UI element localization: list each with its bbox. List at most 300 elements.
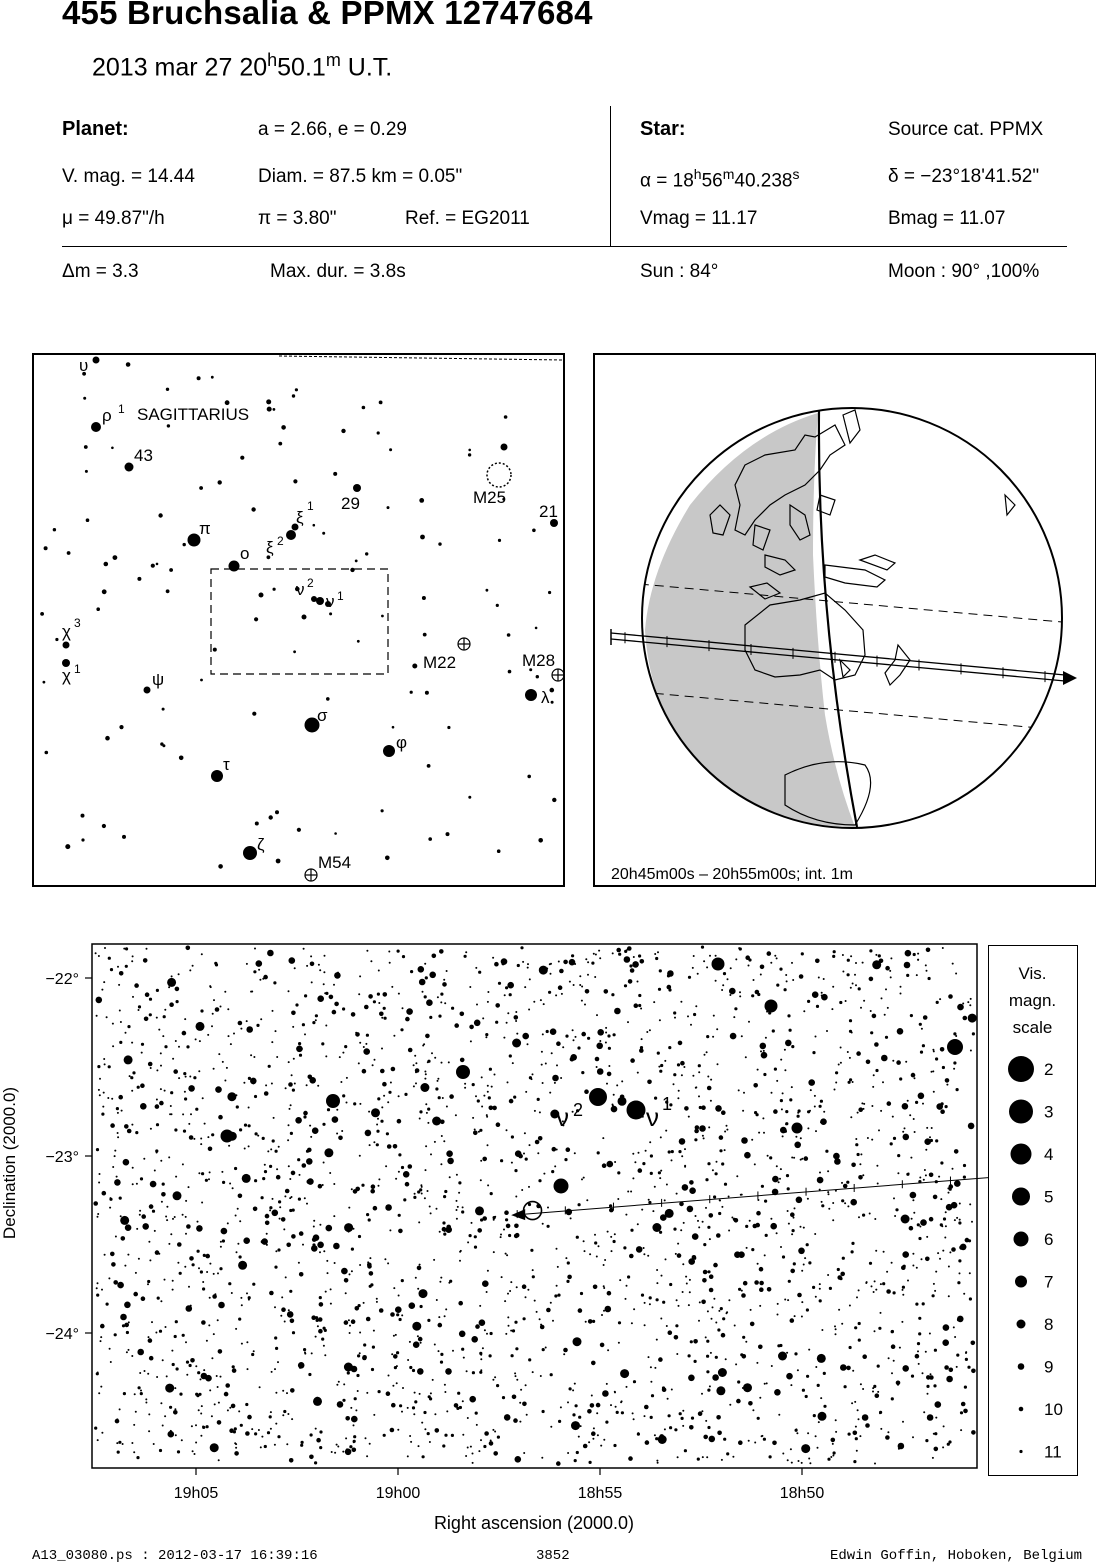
field-star	[817, 1177, 824, 1184]
field-star	[944, 1237, 946, 1239]
field-star	[756, 1211, 761, 1216]
field-star	[573, 984, 575, 986]
field-star	[221, 1228, 228, 1235]
field-star	[410, 970, 413, 973]
field-star	[288, 1061, 290, 1063]
field-star	[840, 1272, 845, 1277]
field-star	[502, 1396, 505, 1399]
field-star	[420, 1342, 422, 1344]
field-star	[912, 1253, 914, 1255]
field-star	[607, 1291, 612, 1296]
field-star	[897, 1028, 904, 1035]
field-star	[220, 1376, 222, 1378]
field-star	[454, 1023, 459, 1028]
field-star	[649, 1029, 651, 1031]
field-star	[302, 1244, 304, 1246]
field-star	[616, 1084, 618, 1086]
field-star	[122, 1443, 124, 1445]
field-star	[147, 1373, 149, 1375]
field-star	[658, 1435, 667, 1444]
field-star	[916, 1267, 918, 1269]
field-star	[239, 1255, 242, 1258]
finder-star	[329, 612, 332, 615]
globe-svg	[595, 355, 1095, 885]
field-star	[925, 1351, 927, 1353]
finder-star	[86, 518, 90, 522]
field-star	[532, 1073, 534, 1075]
field-star	[705, 1207, 707, 1209]
field-star	[931, 1127, 933, 1129]
field-star	[709, 1215, 711, 1217]
finder-star	[218, 864, 223, 869]
finder-stars	[40, 357, 558, 869]
field-star	[729, 994, 731, 996]
field-star	[753, 1083, 758, 1088]
field-star	[424, 963, 426, 965]
finder-star	[144, 687, 151, 694]
field-star	[679, 1412, 682, 1415]
field-star	[640, 1046, 643, 1049]
field-star	[201, 953, 203, 955]
field-star	[918, 1317, 921, 1320]
field-star	[129, 1075, 131, 1077]
field-star	[149, 1204, 154, 1209]
field-star	[527, 1289, 529, 1291]
field-star	[449, 1176, 451, 1178]
field-star	[381, 1017, 383, 1019]
field-star	[272, 1010, 274, 1012]
field-star	[290, 1132, 293, 1135]
field-star	[514, 1015, 519, 1020]
field-star	[386, 1132, 389, 1135]
field-star	[880, 1110, 882, 1112]
field-star	[945, 1105, 948, 1108]
field-star	[302, 1163, 307, 1168]
field-star	[652, 1223, 661, 1232]
field-star	[850, 1199, 857, 1206]
field-star	[595, 1057, 600, 1062]
field-star	[530, 1249, 533, 1252]
field-star	[716, 1415, 721, 1420]
field-star	[425, 1145, 427, 1147]
field-star	[786, 1174, 789, 1177]
field-star	[610, 1404, 612, 1406]
field-star	[584, 1250, 586, 1252]
field-star	[159, 1101, 164, 1106]
field-star	[633, 1418, 635, 1420]
field-star	[532, 1275, 535, 1278]
field-star	[147, 1283, 149, 1285]
field-star	[331, 1451, 333, 1453]
field-star	[680, 1229, 682, 1231]
field-star	[778, 1181, 780, 1183]
field-star	[598, 950, 600, 952]
field-star	[504, 1300, 506, 1302]
field-star	[552, 1075, 559, 1082]
field-star	[764, 1200, 767, 1203]
field-star	[518, 1458, 520, 1460]
field-star	[440, 993, 443, 996]
field-star	[299, 1174, 301, 1176]
field-star	[528, 1186, 530, 1188]
field-star	[106, 1016, 108, 1018]
field-star	[911, 1218, 913, 1220]
field-star	[496, 1122, 501, 1127]
field-star	[807, 1110, 810, 1113]
field-star	[841, 1323, 843, 1325]
field-star	[805, 1395, 808, 1398]
field-star	[495, 1003, 500, 1008]
field-star	[630, 1191, 632, 1193]
field-star	[448, 1282, 450, 1284]
field-star	[801, 1444, 810, 1453]
field-star	[795, 1428, 797, 1430]
field-star	[629, 964, 632, 967]
field-star	[100, 1386, 102, 1388]
field-star	[782, 1135, 784, 1137]
field-star	[903, 1134, 910, 1141]
field-star	[919, 1226, 921, 1228]
field-star	[821, 992, 823, 994]
field-star	[849, 1346, 852, 1349]
field-star	[513, 1096, 516, 1099]
field-star	[807, 1127, 809, 1129]
finder-star	[326, 697, 330, 701]
field-star	[306, 1158, 313, 1165]
field-star	[275, 1392, 277, 1394]
field-star	[228, 1035, 230, 1037]
field-star	[113, 1280, 118, 1285]
field-star	[510, 1330, 512, 1332]
field-star	[685, 1276, 687, 1278]
field-star	[396, 1382, 398, 1384]
field-star	[937, 1252, 939, 1254]
field-star	[325, 1055, 327, 1057]
field-star	[172, 1218, 174, 1220]
field-star	[912, 1199, 914, 1201]
legend-dot	[1009, 1100, 1033, 1124]
field-star	[732, 1456, 734, 1458]
field-star	[960, 1429, 962, 1431]
field-star	[427, 1108, 430, 1111]
field-star	[108, 1065, 111, 1068]
field-star	[656, 1282, 658, 1284]
field-star	[100, 1336, 102, 1338]
field-star	[97, 1213, 99, 1215]
field-star	[460, 1058, 465, 1063]
field-star	[738, 1440, 743, 1445]
field-star	[710, 1079, 712, 1081]
field-star	[459, 1331, 466, 1338]
field-star	[401, 1279, 404, 1282]
field-star	[524, 986, 526, 988]
field-star	[799, 974, 804, 979]
bright-star	[554, 1179, 569, 1194]
field-star	[188, 1123, 190, 1125]
field-star	[288, 1082, 293, 1087]
finder-star	[316, 597, 324, 605]
legend-dots	[989, 946, 1076, 1474]
field-star	[815, 1036, 817, 1038]
field-star	[837, 1268, 840, 1271]
field-star	[364, 1005, 369, 1010]
field-star	[160, 1300, 162, 1302]
field-star	[871, 1285, 873, 1287]
field-star	[473, 1131, 478, 1136]
field-star	[721, 1110, 726, 1115]
field-star	[148, 1413, 150, 1415]
field-star	[660, 1170, 662, 1172]
finder-star	[552, 798, 556, 802]
field-star	[709, 955, 711, 957]
field-star	[970, 998, 972, 1000]
field-star	[814, 1233, 816, 1235]
field-star	[675, 1253, 677, 1255]
bright-star	[326, 1094, 340, 1108]
field-star	[909, 1114, 911, 1116]
field-star	[692, 1075, 694, 1077]
field-star	[728, 1196, 730, 1198]
field-star	[356, 1374, 359, 1377]
field-star	[698, 1064, 701, 1067]
field-star	[585, 989, 590, 994]
field-star	[706, 1340, 709, 1343]
field-star	[578, 1308, 583, 1313]
field-star	[405, 1017, 410, 1022]
field-star	[851, 1032, 853, 1034]
field-star	[482, 1017, 484, 1019]
field-star	[591, 1361, 596, 1366]
field-star	[610, 1236, 612, 1238]
field-star	[706, 966, 708, 968]
field-star	[718, 1368, 727, 1377]
field-star	[367, 1264, 372, 1269]
field-star	[127, 1129, 132, 1134]
field-star	[413, 1413, 415, 1415]
finder-star	[122, 835, 126, 839]
field-star	[378, 1178, 380, 1180]
field-star	[155, 1332, 157, 1334]
field-star	[695, 1086, 697, 1088]
field-star	[796, 1144, 799, 1147]
field-star	[493, 1451, 498, 1456]
field-star	[397, 950, 400, 953]
field-star	[449, 1094, 454, 1099]
field-star	[440, 1361, 443, 1364]
field-star	[614, 1161, 616, 1163]
field-star	[682, 1425, 684, 1427]
field-star	[806, 1243, 809, 1246]
field-star	[139, 1210, 141, 1212]
field-star	[442, 1221, 445, 1224]
field-star	[443, 979, 445, 981]
field-star	[956, 1217, 958, 1219]
field-star	[752, 1409, 754, 1411]
field-star	[353, 1435, 356, 1438]
field-star	[657, 1052, 660, 1055]
field-star	[523, 1317, 526, 1320]
field-star	[782, 1453, 784, 1455]
field-star	[500, 1234, 502, 1236]
field-star	[487, 1270, 489, 1272]
xi1-label: ξ	[296, 508, 304, 527]
field-star	[324, 1148, 333, 1157]
star-dec: δ = −23°18'41.52"	[888, 166, 1040, 187]
field-star	[424, 1071, 426, 1073]
field-star	[469, 986, 471, 988]
field-star	[858, 1216, 860, 1218]
field-star	[288, 1124, 290, 1126]
field-star	[451, 1007, 454, 1010]
field-star	[953, 1061, 956, 1064]
field-star	[611, 993, 614, 996]
field-star	[664, 1428, 666, 1430]
nu2-chart-label: ν	[556, 1102, 569, 1132]
field-star	[271, 1041, 273, 1043]
field-star	[971, 1369, 976, 1374]
field-star	[358, 1235, 361, 1238]
field-star	[834, 1158, 841, 1165]
field-star	[722, 984, 724, 986]
field-star	[116, 1107, 119, 1110]
field-star	[812, 1286, 815, 1289]
field-star	[438, 1350, 440, 1352]
ra-m-sup: m	[722, 166, 735, 182]
field-star	[152, 1210, 155, 1213]
finder-star	[357, 640, 360, 643]
field-star	[658, 1357, 663, 1362]
finder-star	[200, 679, 203, 682]
field-star	[728, 1299, 730, 1301]
field-star	[253, 1350, 255, 1352]
field-star	[870, 1031, 873, 1034]
field-star	[314, 1461, 317, 1464]
field-star	[777, 1303, 779, 1305]
field-star	[605, 1421, 608, 1424]
field-star	[920, 1051, 923, 1054]
field-star	[298, 1042, 301, 1045]
field-star	[522, 1033, 529, 1040]
field-star	[138, 1386, 141, 1389]
field-star	[303, 1111, 308, 1116]
field-star	[748, 965, 750, 967]
field-star	[380, 1069, 385, 1074]
field-star	[218, 1302, 225, 1309]
field-star	[254, 1179, 257, 1182]
field-star	[808, 1261, 811, 1264]
field-star	[688, 976, 691, 979]
field-star	[787, 1187, 790, 1190]
field-star	[707, 1426, 710, 1429]
field-star	[750, 1322, 755, 1327]
field-star	[391, 1353, 393, 1355]
finder-star	[267, 407, 272, 412]
field-star	[206, 1271, 208, 1273]
field-star	[939, 998, 941, 1000]
field-star	[877, 1365, 880, 1368]
field-star	[815, 1366, 817, 1368]
field-star	[619, 1279, 621, 1281]
field-star	[323, 971, 325, 973]
field-star	[94, 1427, 97, 1430]
night-side	[645, 413, 855, 827]
field-star	[947, 1187, 949, 1189]
field-star	[581, 1178, 583, 1180]
field-star	[748, 1401, 753, 1406]
field-star	[860, 1383, 862, 1385]
field-star	[701, 946, 704, 949]
field-star	[686, 1283, 688, 1285]
field-star	[585, 1321, 587, 1323]
field-star	[911, 1073, 916, 1078]
field-star	[821, 1204, 824, 1207]
field-star	[873, 1385, 876, 1388]
field-star	[594, 1241, 597, 1244]
field-star	[429, 972, 436, 979]
field-star	[569, 981, 571, 983]
omicron-label: ο	[240, 544, 250, 563]
field-star	[408, 1048, 413, 1053]
field-star	[542, 1410, 545, 1413]
field-star	[689, 1279, 691, 1281]
field-star	[638, 1004, 641, 1007]
field-star	[221, 1171, 223, 1173]
field-star	[953, 1068, 955, 1070]
field-star	[907, 1100, 909, 1102]
field-star	[306, 1150, 309, 1153]
field-star	[879, 959, 884, 964]
finder-star	[286, 530, 296, 540]
field-star	[293, 1058, 295, 1060]
field-star	[342, 1007, 345, 1010]
field-star	[875, 1393, 880, 1398]
field-star	[177, 1450, 180, 1453]
field-star	[359, 1332, 361, 1334]
field-star	[925, 964, 927, 966]
field-star	[280, 1315, 282, 1317]
field-star	[566, 1147, 571, 1152]
field-star	[494, 1216, 496, 1218]
field-star	[959, 1272, 961, 1274]
field-star	[772, 1441, 777, 1446]
field-star	[480, 1354, 482, 1356]
xtick-18h55: 18h55	[577, 1485, 623, 1502]
field-star	[234, 1167, 237, 1170]
field-star	[184, 1091, 186, 1093]
field-star	[299, 1231, 304, 1236]
field-star	[399, 1318, 402, 1321]
field-star	[800, 1137, 802, 1139]
field-star	[471, 1222, 473, 1224]
field-star	[368, 994, 373, 999]
field-star	[887, 1007, 889, 1009]
finder-star	[293, 650, 296, 653]
field-star	[277, 1435, 280, 1438]
field-star	[160, 1160, 162, 1162]
field-star	[312, 1127, 319, 1134]
field-star	[596, 1403, 601, 1408]
field-star	[751, 1248, 754, 1251]
field-star	[745, 955, 750, 960]
field-star	[415, 1277, 417, 1279]
field-star	[206, 1340, 208, 1342]
finder-star	[45, 751, 49, 755]
field-star	[432, 954, 437, 959]
field-star	[136, 1228, 138, 1230]
field-star	[869, 949, 872, 952]
field-star	[311, 981, 313, 983]
field-star	[466, 1370, 468, 1372]
